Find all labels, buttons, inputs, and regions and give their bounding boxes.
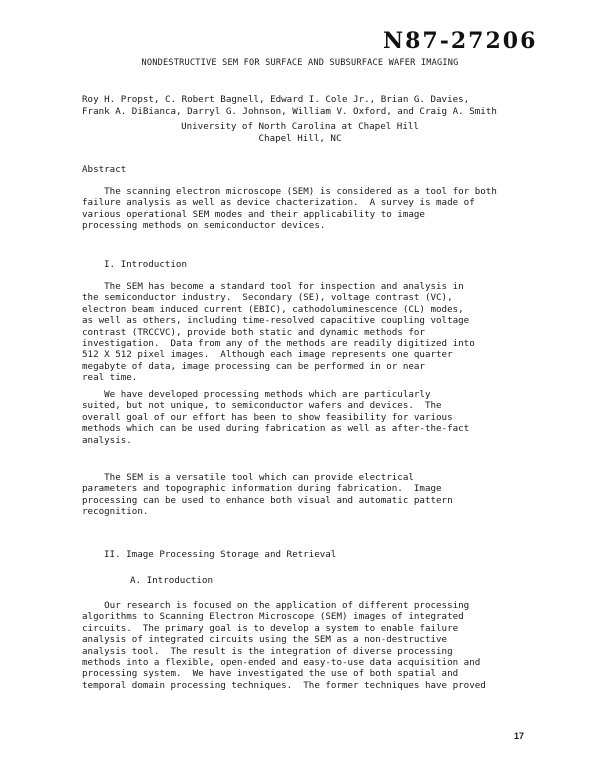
abstract-heading: Abstract (82, 164, 127, 175)
text-line: methods which can be used during fabrication as well as after-the-fact (82, 423, 470, 435)
text-line: failure analysis as well as device chacterization. A survey is made of (82, 197, 475, 209)
text-line: analysis. (82, 434, 132, 446)
text-line: 512 X 512 pixel images. Although each image represents one quarter (82, 349, 453, 361)
section-2-heading: II. Image Processing Storage and Retrieval (104, 549, 337, 560)
paper-title: NONDESTRUCTIVE SEM FOR SURFACE AND SUBSURFACE WAFER IMAGING (141, 58, 459, 68)
text-line: Our research is focused on the application of different processing (82, 600, 470, 611)
text-line: analysis tool. The result is the integration of diverse processing (82, 645, 453, 657)
text-line: real time. (82, 372, 138, 384)
text-line: processing system. We have investigated the use of both spatial and (82, 668, 459, 680)
author-line: Frank A. DiBianca, Darryl G. Johnson, William V. Oxford, and Craig A. Smith (82, 106, 497, 118)
affiliation-line: University of North Carolina at Chapel Hill (181, 121, 419, 132)
section-1-paragraph-1 (82, 281, 522, 384)
section-2a-subheading: A. Introduction (130, 575, 213, 586)
text-line: algorithms to Scanning Electron Microscope (SEM) images of integrated (82, 611, 464, 623)
text-line: recognition. (82, 506, 149, 518)
text-line: electron beam induced current (EBIC), cathodoluminescence (CL) modes, (82, 303, 464, 315)
text-line: methods into a flexible, open-ended and easy-to-use data acquisition and (82, 657, 481, 669)
text-line: investigation. Data from any of the methods are readily digitized into (82, 338, 475, 350)
text-line: megabyte of data, image processing can be performed in or near (82, 360, 425, 372)
document-id-stamp: N87-27206 (383, 28, 538, 54)
text-line: suited, but not unique, to semiconductor wafers and devices. The (82, 400, 442, 412)
text-line: analysis of integrated circuits using the SEM as a non-destructive (82, 634, 448, 646)
text-line: parameters and topographic information during fabrication. Image (82, 483, 442, 495)
affiliation-line: Chapel Hill, NC (258, 133, 342, 145)
page-number: 17 (514, 731, 525, 741)
text-line: The SEM is a versatile tool which can provide electrical (82, 472, 414, 483)
text-line: overall goal of our effort has been to show feasibility for various (82, 411, 453, 423)
abstract-body (82, 186, 522, 232)
text-line: circuits. The primary goal is to develop a system to enable failure (82, 622, 459, 634)
text-line: The scanning electron microscope (SEM) is considered as a tool for both (82, 186, 497, 197)
text-line: as well as others, including time-resolved capacitive coupling voltage (82, 315, 470, 327)
text-line: various operational SEM modes and their applicability to image (82, 208, 425, 220)
section-2a-paragraph (82, 600, 522, 691)
section-1-paragraph-3 (82, 472, 522, 518)
text-line: The SEM has become a standard tool for inspection and analysis in (82, 281, 464, 292)
author-line: Roy H. Propst, C. Robert Bagnell, Edward I. Cole Jr., Brian G. Davies, (82, 94, 470, 105)
section-1-paragraph-2 (82, 389, 522, 446)
text-line: the semiconductor industry. Secondary (SE), voltage contrast (VC), (82, 292, 453, 304)
section-1-heading: I. Introduction (104, 259, 187, 270)
text-line: We have developed processing methods which are particularly (82, 389, 431, 400)
text-line: processing can be used to enhance both visual and automatic pattern (82, 494, 453, 506)
text-line: processing methods on semiconductor devices. (82, 220, 326, 232)
author-list (82, 94, 497, 118)
text-line: contrast (TRCCVC), provide both static and dynamic methods for (82, 326, 425, 338)
affiliation (0, 121, 600, 145)
text-line: temporal domain processing techniques. The former techniques have proved (82, 679, 486, 691)
